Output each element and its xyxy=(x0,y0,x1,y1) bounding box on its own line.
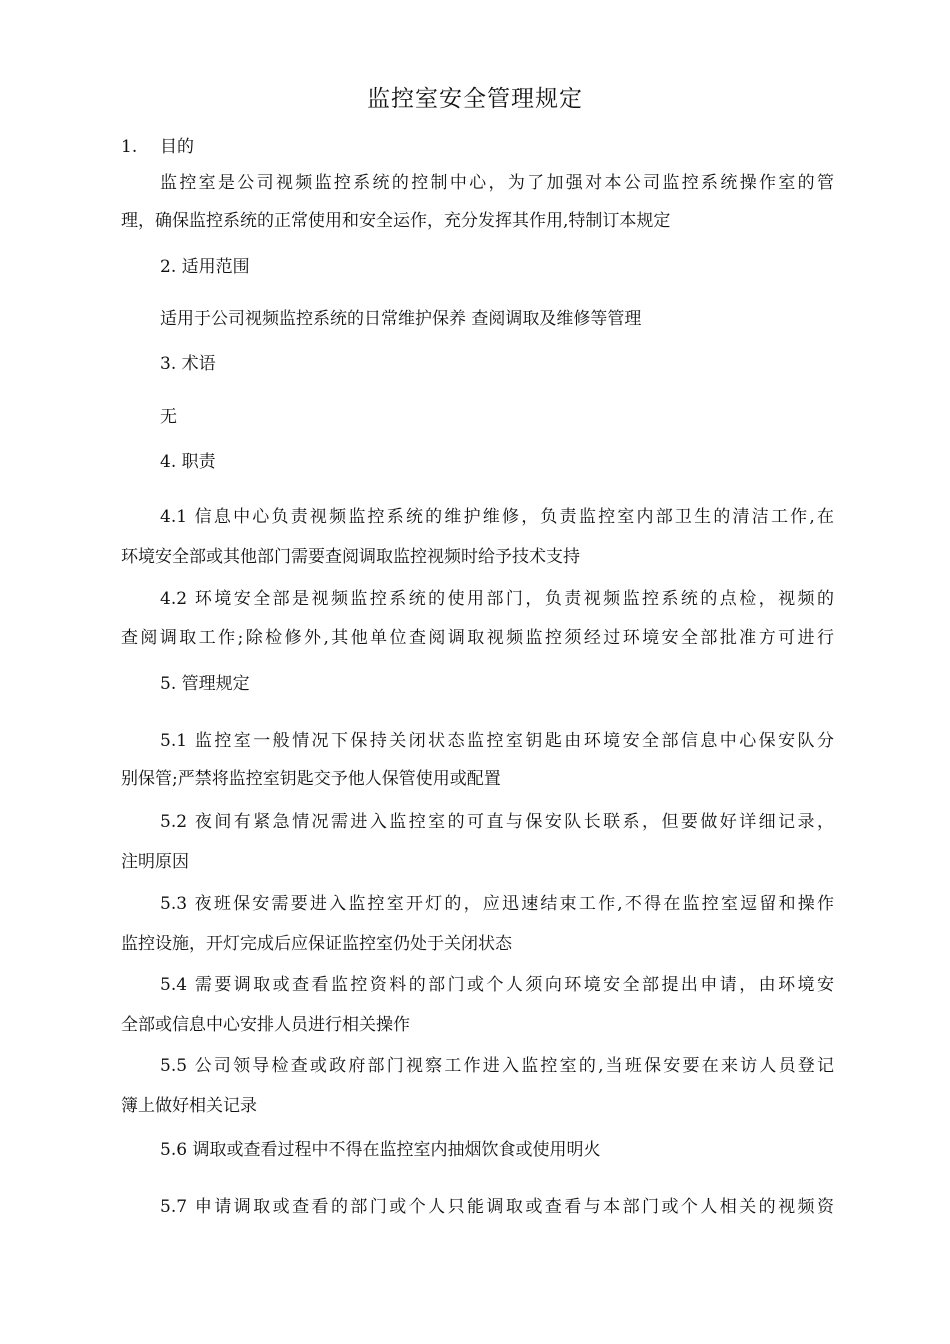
section-2-heading: 2. 适用范围 xyxy=(160,257,250,277)
paragraph-5-2-line-2: 注明原因 xyxy=(121,852,189,872)
paragraph-4-1-line-2: 环境安全部或其他部门需要查阅调取监控视频时给予技术支持 xyxy=(121,547,580,567)
section-1-number: 1. xyxy=(121,137,138,157)
document-title: 监控室安全管理规定 xyxy=(367,86,583,112)
paragraph-5-4-line-2: 全部或信息中心安排人员进行相关操作 xyxy=(121,1015,410,1035)
paragraph-5-5-line-2: 簿上做好相关记录 xyxy=(121,1096,257,1116)
paragraph-5-3-line-2: 监控设施，开灯完成后应保证监控室仍处于关闭状态 xyxy=(121,934,512,954)
paragraph-5-7-line-1: 5.7 申请调取或查看的部门或个人只能调取或查看与本部门或个人相关的视频资 xyxy=(160,1197,834,1217)
paragraph-5-5-line-1: 5.5 公司领导检查或政府部门视察工作进入监控室的,当班保安要在来访人员登记 xyxy=(160,1056,834,1076)
section-2-line-1: 适用于公司视频监控系统的日常维护保养 查阅调取及维修等管理 xyxy=(160,309,642,329)
paragraph-5-6-line-1: 5.6 调取或查看过程中不得在监控室内抽烟饮食或使用明火 xyxy=(160,1140,601,1160)
section-4-heading: 4. 职责 xyxy=(160,452,216,472)
section-1-line-1: 监控室是公司视频监控系统的控制中心，为了加强对本公司监控系统操作室的管 xyxy=(160,173,834,193)
paragraph-4-2-line-2: 查阅调取工作;除检修外,其他单位查阅调取视频监控须经过环境安全部批准方可进行 xyxy=(121,628,834,648)
paragraph-5-1-line-2: 别保管;严禁将监控室钥匙交予他人保管使用或配置 xyxy=(121,769,501,789)
paragraph-4-1-line-1: 4.1 信息中心负责视频监控系统的维护维修，负责监控室内部卫生的清洁工作,在 xyxy=(160,507,834,527)
section-1-line-2: 理，确保监控系统的正常使用和安全运作，充分发挥其作用,特制订本规定 xyxy=(121,211,671,231)
paragraph-5-4-line-1: 5.4 需要调取或查看监控资料的部门或个人须向环境安全部提出申请，由环境安 xyxy=(160,975,834,995)
section-5-heading: 5. 管理规定 xyxy=(160,674,250,694)
paragraph-5-3-line-1: 5.3 夜班保安需要进入监控室开灯的，应迅速结束工作,不得在监控室逗留和操作 xyxy=(160,894,834,914)
section-3-line-1: 无 xyxy=(160,407,177,427)
paragraph-5-1-line-1: 5.1 监控室一般情况下保持关闭状态监控室钥匙由环境安全部信息中心保安队分 xyxy=(160,731,834,751)
paragraph-5-2-line-1: 5.2 夜间有紧急情况需进入监控室的可直与保安队长联系，但要做好详细记录， xyxy=(160,812,834,832)
paragraph-4-2-line-1: 4.2 环境安全部是视频监控系统的使用部门，负责视频监控系统的点检，视频的 xyxy=(160,589,834,609)
section-1-heading: 目的 xyxy=(160,137,194,157)
section-3-heading: 3. 术语 xyxy=(160,354,216,374)
